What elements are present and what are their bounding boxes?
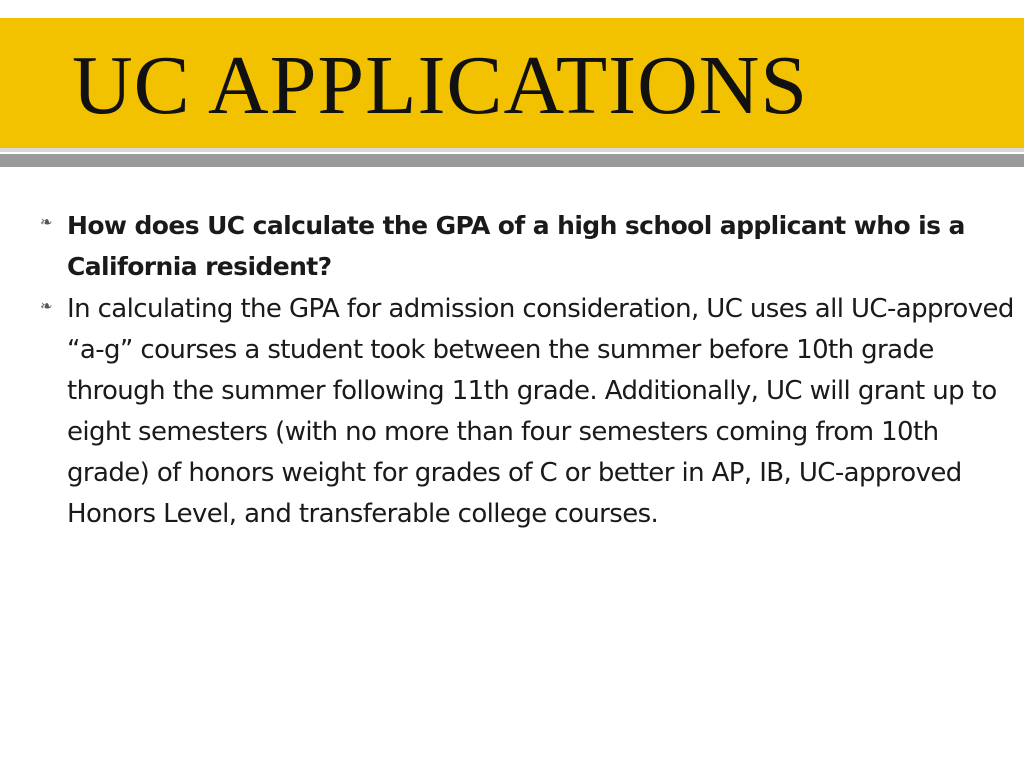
title-bar — [0, 18, 1024, 148]
question-text: How does UC calculate the GPA of a high school applicant who is a California resident? — [67, 211, 965, 281]
title-divider-light — [0, 148, 1024, 152]
slide-content — [40, 205, 1015, 537]
bullet-answer — [40, 289, 1015, 535]
fleuron-bullet-icon: ❧ — [40, 297, 53, 315]
title-divider-dark — [0, 154, 1024, 167]
answer-text: In calculating the GPA for admission consideration, UC uses all UC-approved “a-g” courses a student took between the summer before 10th grade through the summer following 11th grade. Additionally, UC will grant up to eight semesters (with no more than four semesters coming from 10th grade) of honors weight for grades of C or better in AP, IB, UC-approved Honors Level, and transferable college courses. — [67, 294, 1014, 529]
fleuron-bullet-icon: ❧ — [40, 213, 53, 231]
slide-title: UC APPLICATIONS — [72, 39, 809, 132]
bullet-question — [40, 205, 1015, 287]
